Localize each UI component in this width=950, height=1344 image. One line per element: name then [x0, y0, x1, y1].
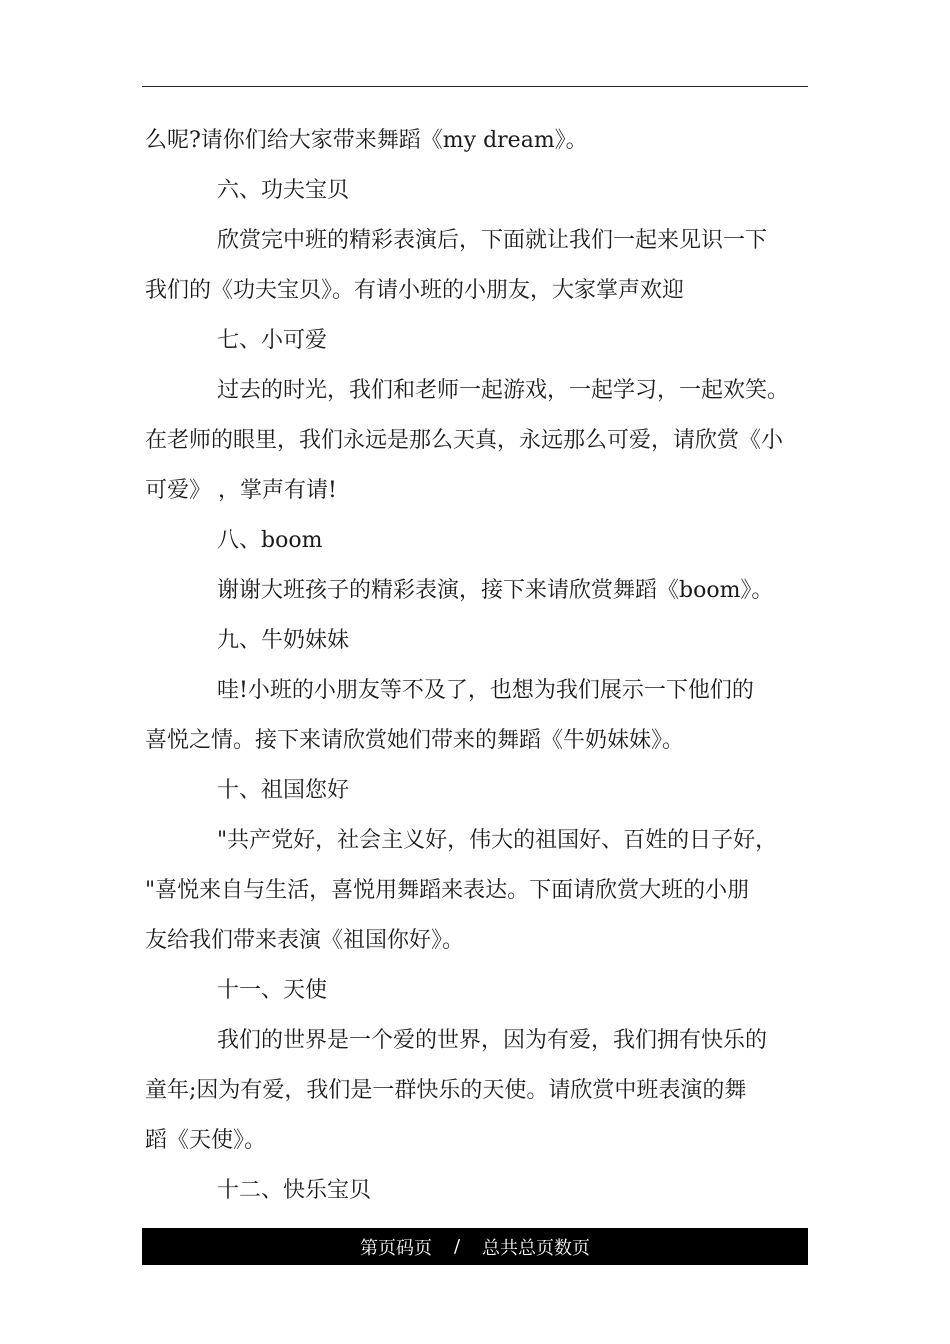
section-heading: 七、小可爱 [217, 328, 328, 353]
text-line: 哇!小班的小朋友等不及了，也想为我们展示一下他们的 [217, 678, 754, 703]
text-line: 欣赏完中班的精彩表演后，下面就让我们一起来见识一下 [217, 228, 768, 253]
text-line: 在老师的眼里，我们永远是那么天真，永远那么可爱，请欣赏《小 [145, 428, 784, 453]
page-footer [142, 1228, 808, 1265]
text-line: 过去的时光，我们和老师一起游戏，一起学习，一起欢笑。 [217, 378, 790, 403]
text-line: "喜悦来自与生活，喜悦用舞蹈来表达。下面请欣赏大班的小朋 [145, 878, 750, 903]
text-line: "共产党好，社会主义好，伟大的祖国好、百姓的日子好， [217, 828, 778, 853]
text-line: 蹈《天使》。 [145, 1128, 267, 1153]
section-heading: 六、功夫宝贝 [217, 178, 350, 203]
section-heading: 八、boom [217, 528, 323, 553]
footer-total-label: 总共总页数页 [482, 1237, 591, 1259]
text-line: 我们的世界是一个爱的世界，因为有爱，我们拥有快乐的 [217, 1028, 768, 1053]
text-line: 童年;因为有爱，我们是一群快乐的天使。请欣赏中班表演的舞 [145, 1078, 747, 1103]
text-line: 么呢?请你们给大家带来舞蹈《my dream》。 [145, 128, 588, 153]
header-rule [142, 86, 808, 87]
footer-page-label: 第页码页 [359, 1237, 432, 1259]
section-heading: 十一、天使 [217, 978, 328, 1003]
text-line: 可爱》 ，掌声有请! [145, 478, 337, 503]
footer-separator: / [453, 1236, 461, 1257]
document-body [145, 116, 807, 1216]
text-line: 友给我们带来表演《祖国你好》。 [145, 928, 465, 953]
text-line: 我们的《功夫宝贝》。有请小班的小朋友，大家掌声欢迎 [145, 278, 685, 303]
text-line: 喜悦之情。接下来请欣赏她们带来的舞蹈《牛奶妹妹》。 [145, 728, 685, 753]
section-heading: 十、祖国您好 [217, 778, 350, 803]
text-line: 谢谢大班孩子的精彩表演，接下来请欣赏舞蹈《boom》。 [217, 578, 774, 603]
section-heading: 九、牛奶妹妹 [217, 628, 350, 653]
section-heading: 十二、快乐宝贝 [217, 1178, 372, 1203]
